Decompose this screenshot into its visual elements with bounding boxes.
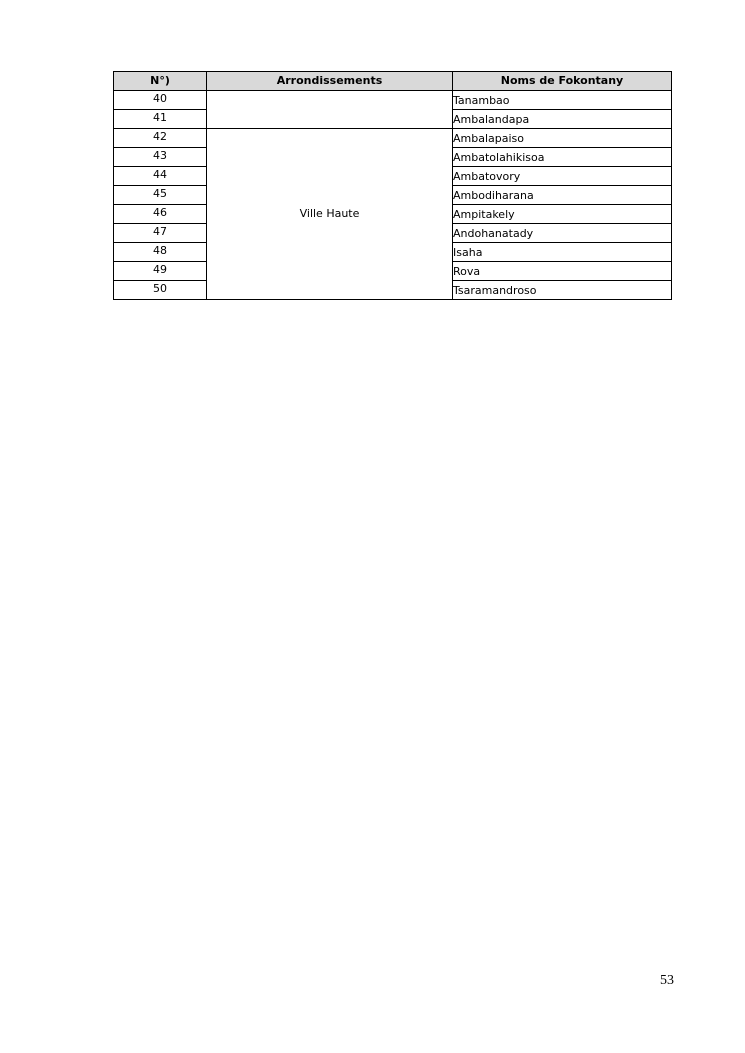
table-row xyxy=(114,91,672,110)
header-number: N°) xyxy=(114,72,207,91)
fokontany-name: Tsaramandroso xyxy=(453,281,672,300)
fokontany-name: Andohanatady xyxy=(453,224,672,243)
header-arrondissements: Arrondissements xyxy=(207,72,453,91)
fokontany-name: Ampitakely xyxy=(453,205,672,224)
arrondissement-cell xyxy=(207,91,453,129)
row-number: 46 xyxy=(114,205,207,224)
row-number: 42 xyxy=(114,129,207,148)
header-fokontany: Noms de Fokontany xyxy=(453,72,672,91)
fokontany-name: Ambalandapa xyxy=(453,110,672,129)
row-number: 48 xyxy=(114,243,207,262)
fokontany-name: Ambodiharana xyxy=(453,186,672,205)
page-number: 53 xyxy=(660,973,674,988)
row-number: 47 xyxy=(114,224,207,243)
fokontany-name: Ambalapaiso xyxy=(453,129,672,148)
table-row xyxy=(114,129,672,148)
row-number: 44 xyxy=(114,167,207,186)
table-header-row xyxy=(114,72,672,91)
fokontany-name: Tanambao xyxy=(453,91,672,110)
row-number: 49 xyxy=(114,262,207,281)
row-number: 40 xyxy=(114,91,207,110)
row-number: 50 xyxy=(114,281,207,300)
fokontany-name: Ambatolahikisoa xyxy=(453,148,672,167)
row-number: 43 xyxy=(114,148,207,167)
fokontany-table xyxy=(113,71,672,300)
arrondissement-cell: Ville Haute xyxy=(207,129,453,300)
row-number: 41 xyxy=(114,110,207,129)
fokontany-name: Isaha xyxy=(453,243,672,262)
fokontany-name: Rova xyxy=(453,262,672,281)
row-number: 45 xyxy=(114,186,207,205)
fokontany-name: Ambatovory xyxy=(453,167,672,186)
